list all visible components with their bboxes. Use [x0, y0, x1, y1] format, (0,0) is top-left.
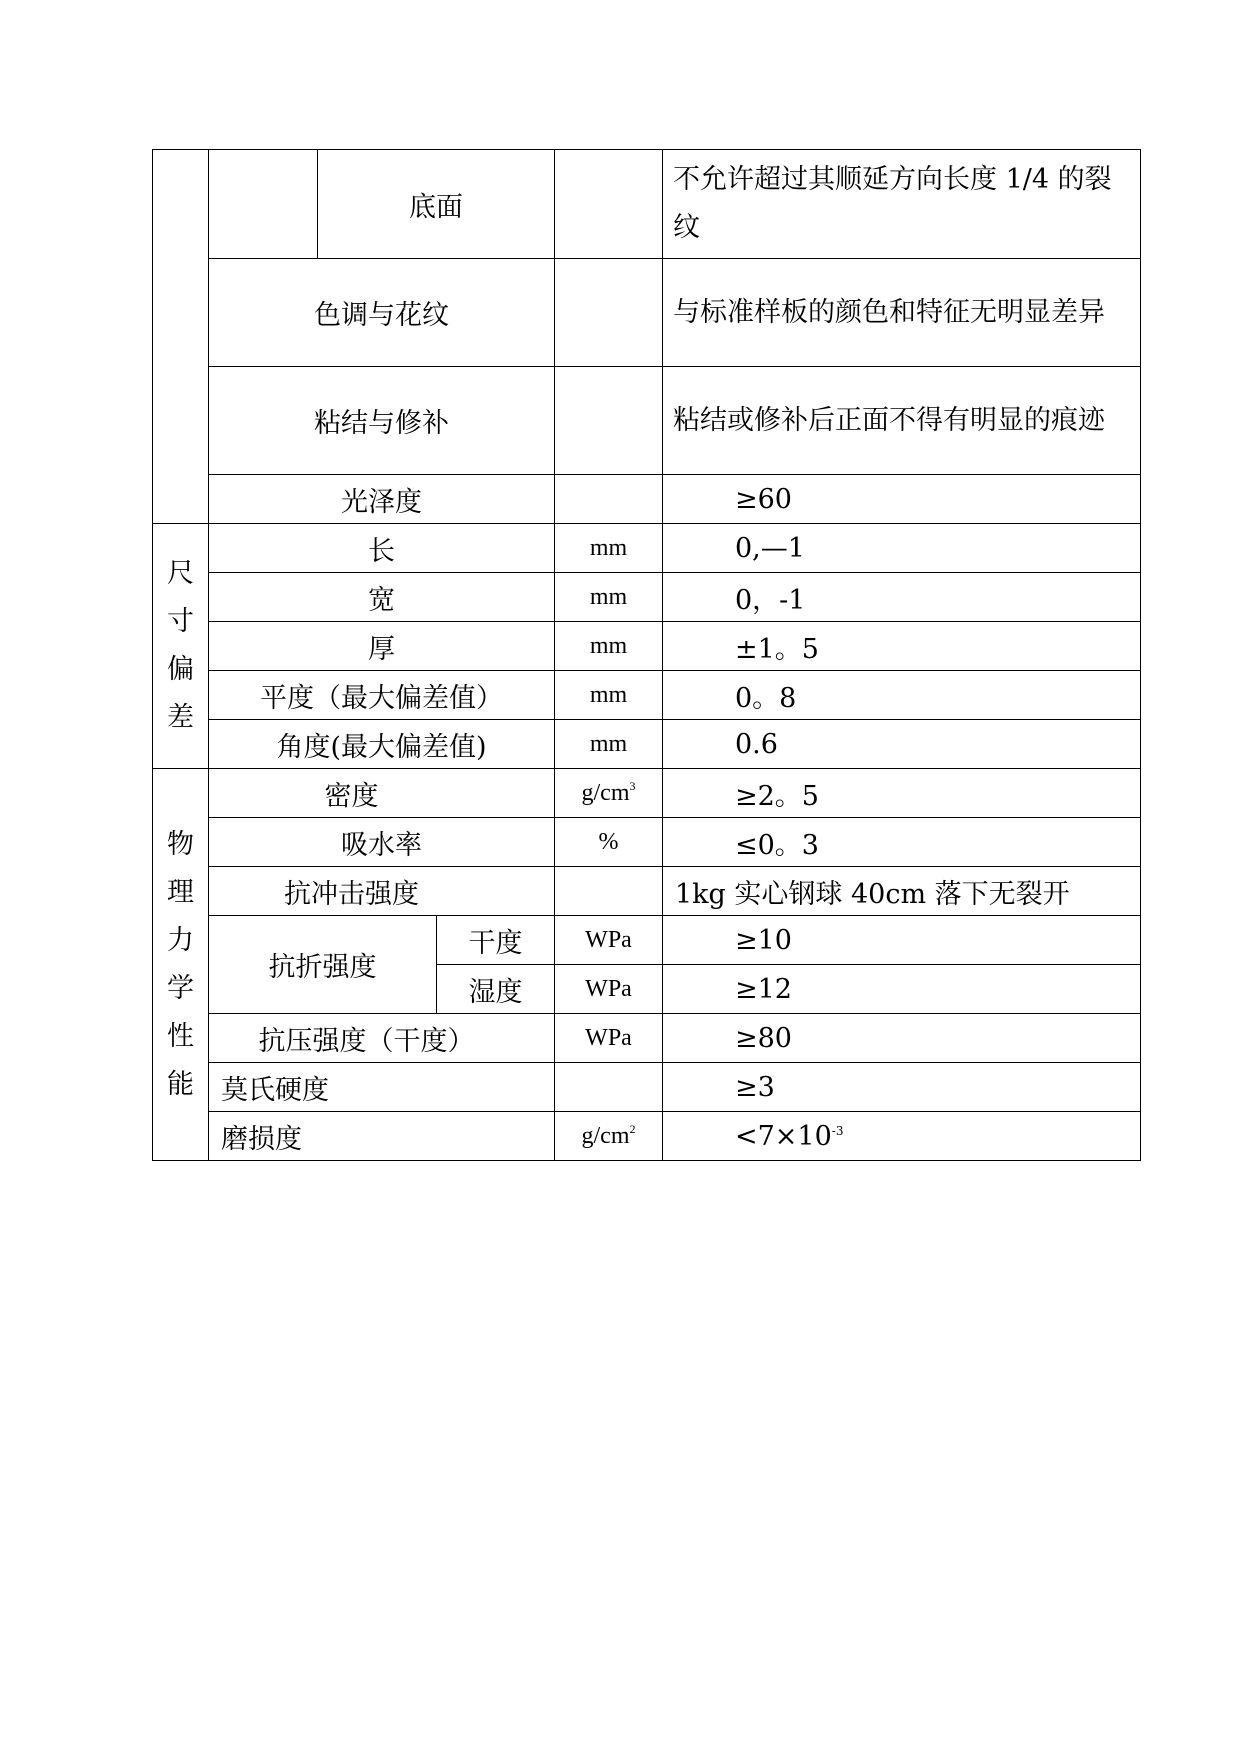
- table-row: [153, 671, 1141, 720]
- unit-cell: mm: [555, 524, 663, 573]
- requirement-cell: ±1。5: [663, 622, 1141, 671]
- unit-cell: [555, 367, 663, 475]
- item-cell: 抗压强度（干度）: [209, 1014, 555, 1063]
- unit-cell: [555, 867, 663, 916]
- requirement-cell: $<7\times 10^{-3}$: [663, 1112, 1141, 1161]
- requirement-cell: ≤0。3: [663, 818, 1141, 867]
- table-row: [153, 573, 1141, 622]
- unit-cell: [555, 1063, 663, 1112]
- item-cell: 长: [209, 524, 555, 573]
- table-row: [153, 1112, 1141, 1161]
- unit-cell: mm: [555, 720, 663, 769]
- table-row: [153, 1014, 1141, 1063]
- table-row: [153, 367, 1141, 475]
- item-cell: 吸水率: [209, 818, 555, 867]
- unit-cell: $g/cm^3$: [555, 769, 663, 818]
- table-row: [153, 720, 1141, 769]
- table-row: [153, 1063, 1141, 1112]
- table-row: [153, 259, 1141, 367]
- unit-cell: %: [555, 818, 663, 867]
- requirement-cell: 粘结或修补后正面不得有明显的痕迹: [663, 367, 1141, 475]
- requirement-cell: ≥3: [663, 1063, 1141, 1112]
- item-cell: 密度: [209, 769, 555, 818]
- requirement-cell: ≥12: [663, 965, 1141, 1014]
- table-row: [153, 916, 1141, 965]
- section-label-physical: 物 理 力 学 性 能: [153, 769, 209, 1161]
- item-cell: 平度（最大偏差值）: [209, 671, 555, 720]
- item-cell: 粘结与修补: [209, 367, 555, 475]
- item-cell: 宽: [209, 573, 555, 622]
- table-row: [153, 150, 1141, 259]
- unit-cell: [555, 150, 663, 259]
- unit-cell: WPa: [555, 916, 663, 965]
- item-cell: 抗折强度: [209, 916, 437, 1014]
- requirement-cell: 0.6: [663, 720, 1141, 769]
- item-cell: 色调与花纹: [209, 259, 555, 367]
- spec-table: [152, 149, 1141, 1161]
- requirement-cell: 0。8: [663, 671, 1141, 720]
- sub-item-cell: 湿度: [437, 965, 555, 1014]
- item-cell: 厚: [209, 622, 555, 671]
- unit-cell: mm: [555, 671, 663, 720]
- requirement-cell: 0,—1: [663, 524, 1141, 573]
- item-cell: 莫氏硬度: [209, 1063, 555, 1112]
- item-cell: 磨损度: [209, 1112, 555, 1161]
- table-row: [153, 622, 1141, 671]
- requirement-cell: ≥10: [663, 916, 1141, 965]
- requirement-cell: ≥60: [663, 475, 1141, 524]
- item-cell: 底面: [318, 150, 555, 259]
- table-row: [153, 867, 1141, 916]
- unit-cell: mm: [555, 573, 663, 622]
- table-row: [153, 769, 1141, 818]
- requirement-cell: 不允许超过其顺延方向长度 1/4 的裂纹: [663, 150, 1141, 259]
- table-row: [153, 818, 1141, 867]
- table-row: [153, 475, 1141, 524]
- section-label-appearance: [153, 150, 209, 524]
- unit-cell: $g/cm^2$: [555, 1112, 663, 1161]
- requirement-cell: 与标准样板的颜色和特征无明显差异: [663, 259, 1141, 367]
- sub-item-cell: 干度: [437, 916, 555, 965]
- item-cell: 角度(最大偏差值): [209, 720, 555, 769]
- unit-cell: [555, 259, 663, 367]
- section-label-dimension: 尺 寸 偏 差: [153, 524, 209, 769]
- unit-cell: mm: [555, 622, 663, 671]
- unit-cell: WPa: [555, 965, 663, 1014]
- requirement-cell: 0，-1: [663, 573, 1141, 622]
- unit-cell: WPa: [555, 1014, 663, 1063]
- item-cell: 抗冲击强度: [209, 867, 555, 916]
- requirement-cell: ≥80: [663, 1014, 1141, 1063]
- empty-cell: [209, 150, 318, 259]
- requirement-cell: 1kg 实心钢球 40cm 落下无裂开: [663, 867, 1141, 916]
- requirement-cell: ≥2。5: [663, 769, 1141, 818]
- unit-cell: [555, 475, 663, 524]
- item-cell: 光泽度: [209, 475, 555, 524]
- table-row: [153, 524, 1141, 573]
